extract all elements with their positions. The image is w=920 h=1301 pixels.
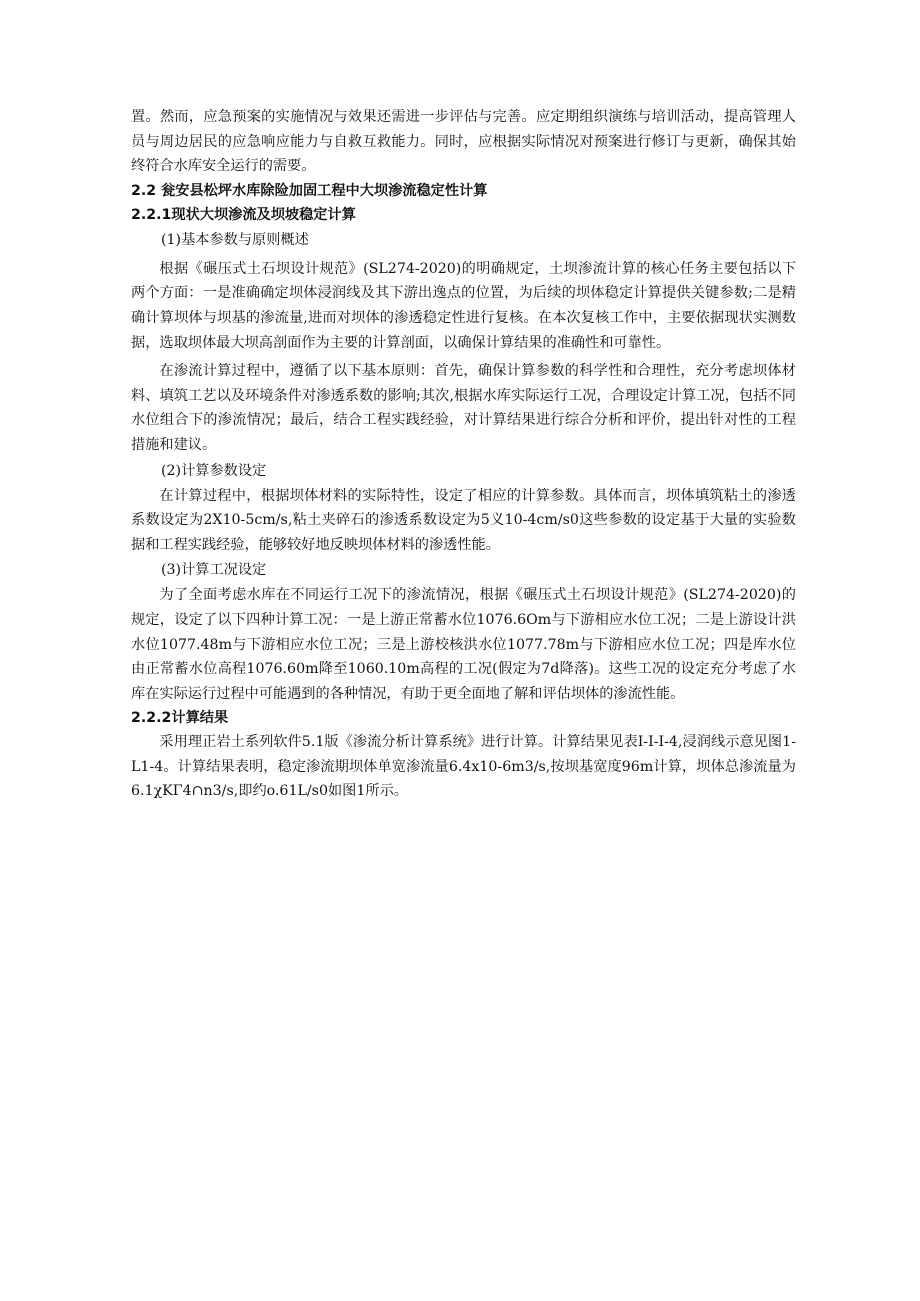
paragraph-params-2: 在渗流计算过程中，遵循了以下基本原则：首先，确保计算参数的科学性和合理性，充分考虑坝体材料、填筑工艺以及环境条件对渗透系数的影响;其次,根据水库实际运行工况，合理设定计算工况，包括不同水位组合下的渗流情况；最后，结合工程实践经验，对计算结果进行综合分析和评价，提出针对性的工程措施和建议。 [131, 363, 796, 453]
paragraph-calc-params: 在计算过程中，根据坝体材料的实际特性，设定了相应的计算参数。具体而言，坝体填筑粘土的渗透系数设定为2X10-5cm∕s,粘土夹碎石的渗透系数设定为5义10-4cm∕s0这些参数的设定基于大量的实验数据和工程实践经验，能够较好地反映坝体材料的渗透性能。 [131, 487, 796, 553]
subheading-calc-conditions: (3)计算工况设定 [161, 562, 267, 579]
paragraph-results: 采用理正岩土系列软件5.1版《渗流分析计算系统》进行计算。计算结果见表I-I-I-4,浸润线示意见图1-L1-4。计算结果表明，稳定渗流期坝体单宽渗流量6.4x10-6m3∕s,按坝基宽度96m计算，坝体总渗流量为6.1χKΓ4∩n3∕s,即约o.61L∕s0如图1所示。 [131, 734, 796, 800]
paragraph-calc-conditions: 为了全面考虑水库在不同运行工况下的渗流情况，根据《碾压式土石坝设计规范》(SL274-2020)的规定，设定了以下四种计算工况：一是上游正常蓄水位1076.6Om与下游相应水位工况；二是上游设计洪水位1077.48m与下游相应水位工况；三是上游校核洪水位1077.78m与下游相应水位工况；四是库水位由正常蓄水位高程1076.60m降至1060.10m高程的工况(假定为7d降落)。这些工况的设定充分考虑了水库在实际运行过程中可能遇到的各种情况，有助于更全面地了解和评估坝体的渗流性能。 [131, 587, 796, 702]
heading-2-2-2: 2.2.2计算结果 [131, 710, 229, 727]
paragraph-params-1: 根据《碾压式土石坝设计规范》(SL274-2020)的明确规定，土坝渗流计算的核心任务主要包括以下两个方面：一是准确确定坝体浸润线及其下游出逸点的位置，为后续的坝体稳定计算提供关键参数;二是精确计算坝体与坝基的渗流量,进而对坝体的渗透稳定性进行复核。在本次复核工作中，主要依据现状实测数据，选取坝体最大坝高剖面作为主要的计算剖面，以确保计算结果的准确性和可靠性。 [131, 260, 796, 351]
heading-2-2-1: 2.2.1现状大坝渗流及坝坡稳定计算 [131, 206, 356, 223]
subheading-calc-params: (2)计算参数设定 [161, 462, 267, 479]
heading-2-2: 2.2 瓮安县松坪水库除险加固工程中大坝渗流稳定性计算 [131, 182, 488, 199]
document-page [131, 105, 796, 804]
subheading-basic-params: (1)基本参数与原则概述 [161, 231, 309, 248]
paragraph-intro-tail: 置。然而，应急预案的实施情况与效果还需进一步评估与完善。应定期组织演练与培训活动，提高管理人员与周边居民的应急响应能力与自救互救能力。同时，应根据实际情况对预案进行修订与更新，确保其始终符合水库安全运行的需要。 [131, 109, 796, 175]
